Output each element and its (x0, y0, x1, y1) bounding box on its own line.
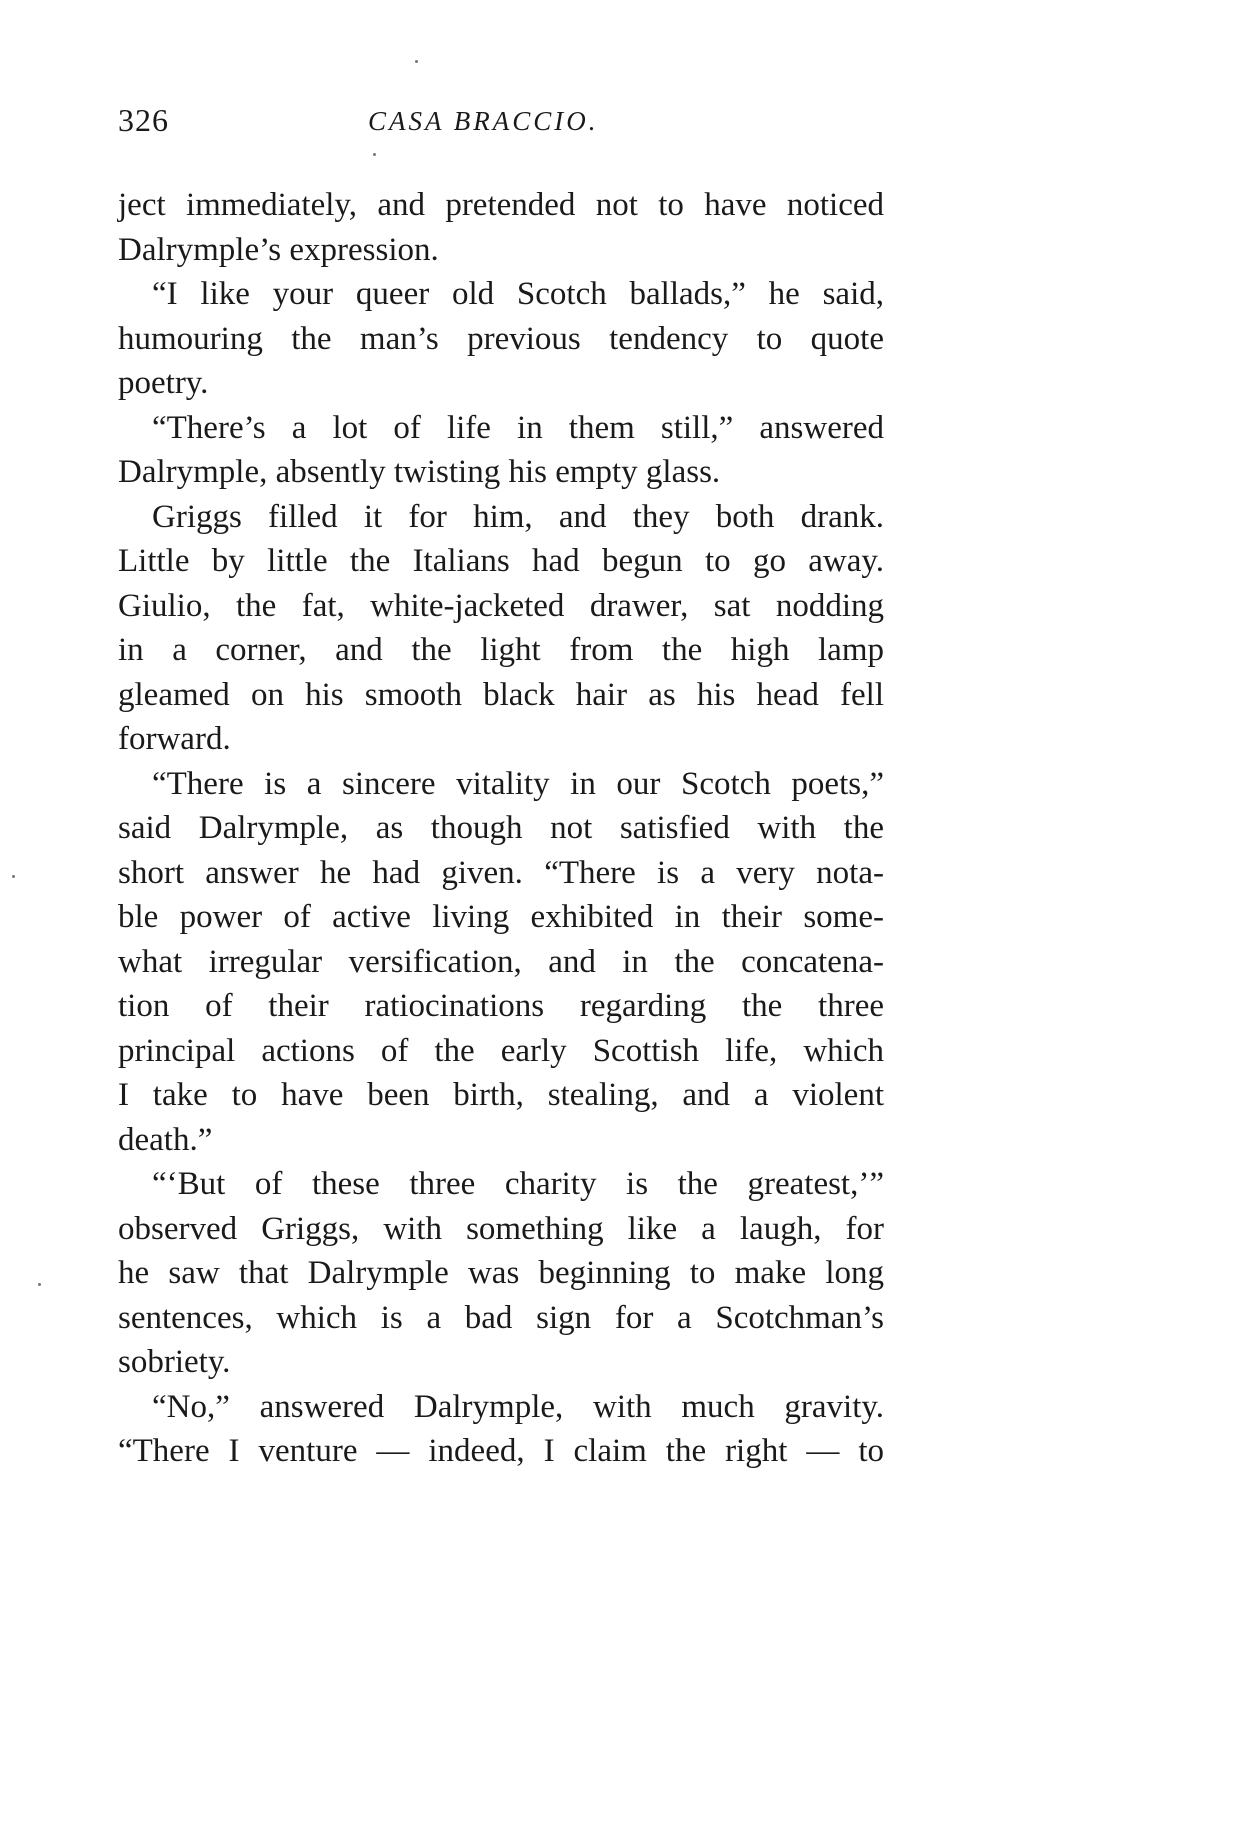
text-line: said Dalrymple, as though not satisfied with the (118, 810, 884, 846)
text-line: sentences, which is a bad sign for a Scotchman’s (118, 1299, 884, 1336)
text-line: I take to have been birth, stealing, and a violent (118, 1077, 884, 1113)
scan-speck (12, 875, 15, 878)
text-line: “No,” answered Dalrymple, with much gravity. (152, 1388, 884, 1425)
body-text (118, 183, 884, 1474)
text-line: death.” (118, 1121, 213, 1158)
text-line: what irregular versification, and in the concatena- (118, 943, 884, 980)
text-line: gleamed on his smooth black hair as his head fell (118, 676, 884, 713)
text-line: Little by little the Italians had begun to go away. (118, 543, 884, 579)
paragraph (118, 1162, 884, 1385)
page-header (118, 102, 888, 152)
text-line: principal actions of the early Scottish life, which (118, 1032, 884, 1069)
text-line: short answer he had given. “There is a very nota- (118, 854, 884, 891)
text-line: “I like your queer old Scotch ballads,” he said, (152, 276, 884, 312)
text-line: Griggs filled it for him, and they both drank. (152, 498, 884, 535)
text-line: Dalrymple’s expression. (118, 231, 439, 268)
text-line: “‘But of these three charity is the greatest,’” (152, 1166, 884, 1202)
text-line: ject immediately, and pretended not to have noticed (118, 187, 884, 223)
paragraph (118, 183, 884, 272)
text-line: forward. (118, 721, 231, 757)
text-line: “There’s a lot of life in them still,” answered (152, 409, 884, 446)
paragraph (118, 495, 884, 762)
text-line: sobriety. (118, 1344, 231, 1380)
paragraph (118, 762, 884, 1163)
page-number: 326 (118, 102, 169, 138)
paragraph (118, 1385, 884, 1474)
text-line: he saw that Dalrymple was beginning to make long (118, 1255, 884, 1291)
scan-speck (373, 153, 376, 156)
text-line: ble power of active living exhibited in their some- (118, 899, 884, 935)
text-line: Dalrymple, absently twisting his empty glass. (118, 454, 721, 490)
text-line: “There I venture — indeed, I claim the right — to (118, 1433, 884, 1469)
text-line: in a corner, and the light from the high lamp (118, 632, 884, 668)
scan-speck (38, 1283, 41, 1286)
paragraph (118, 406, 884, 495)
running-title: CASA BRACCIO. (368, 106, 599, 136)
text-line: observed Griggs, with something like a laugh, for (118, 1210, 884, 1247)
text-line: Giulio, the fat, white-jacketed drawer, sat nodding (118, 587, 884, 624)
scan-speck (415, 60, 418, 63)
text-line: tion of their ratiocinations regarding the three (118, 988, 884, 1024)
text-line: “There is a sincere vitality in our Scotch poets,” (152, 765, 884, 802)
text-line: poetry. (118, 365, 209, 401)
text-line: humouring the man’s previous tendency to quote (118, 320, 884, 357)
paragraph (118, 272, 884, 406)
